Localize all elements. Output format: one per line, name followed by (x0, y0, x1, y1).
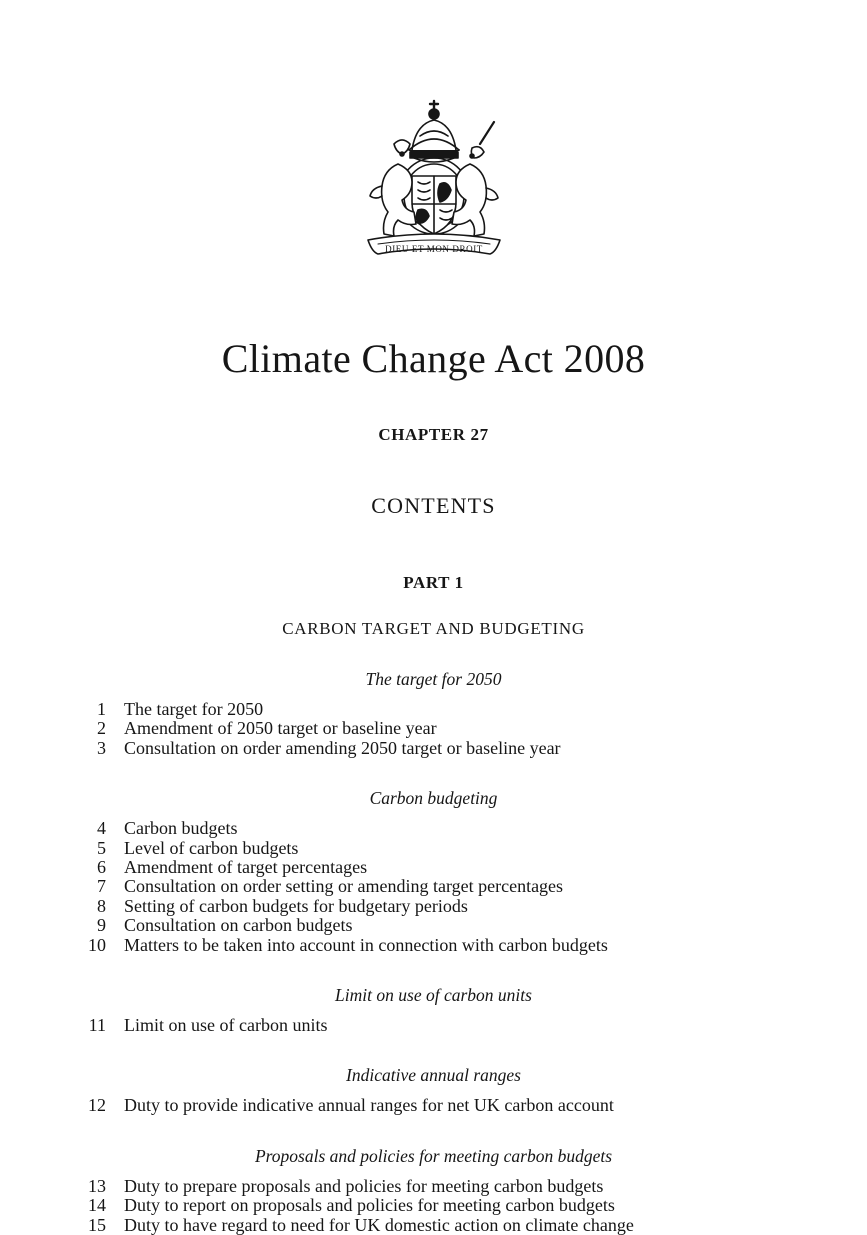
entry-number: 13 (88, 1175, 106, 1196)
entry-title: Consultation on order setting or amending target percentages (124, 876, 564, 897)
group-heading: Carbon budgeting (369, 788, 498, 809)
entry-title: Amendment of 2050 target or baseline year (124, 718, 437, 739)
group-heading: Proposals and policies for meeting carbon budgets (254, 1145, 613, 1166)
contents-list (0, 669, 867, 1235)
contents-group (0, 1146, 867, 1235)
contents-entry[interactable] (0, 936, 867, 955)
entry-number: 4 (97, 818, 106, 839)
contents-heading: CONTENTS (371, 493, 496, 518)
part-label: PART 1 (403, 573, 464, 592)
chapter-label: CHAPTER 27 (378, 425, 489, 444)
contents-group (0, 669, 867, 758)
entry-list (0, 1096, 867, 1115)
entry-number: 2 (97, 718, 106, 739)
entry-number: 12 (88, 1095, 106, 1116)
contents-group (0, 1065, 867, 1115)
entry-title: The target for 2050 (124, 699, 264, 719)
contents-group (0, 985, 867, 1035)
entry-number: 15 (88, 1214, 106, 1235)
entry-title: Matters to be taken into account in connection with carbon budgets (124, 934, 608, 955)
entry-title: Consultation on order amending 2050 target or baseline year (124, 737, 561, 758)
entry-title: Limit on use of carbon units (124, 1015, 328, 1036)
contents-entry[interactable] (0, 858, 867, 877)
group-heading: Limit on use of carbon units (335, 985, 532, 1006)
entry-title: Consultation on carbon budgets (124, 915, 353, 936)
entry-number: 9 (97, 915, 106, 936)
entry-title: Level of carbon budgets (124, 837, 299, 858)
entry-number: 7 (97, 876, 106, 897)
entry-title: Duty to prepare proposals and policies for meeting carbon budgets (124, 1175, 604, 1196)
contents-entry[interactable] (0, 1016, 867, 1035)
entry-number: 6 (97, 857, 106, 878)
entry-list (0, 1016, 867, 1035)
contents-entry[interactable] (0, 1096, 867, 1115)
page-title: Climate Change Act 2008 (221, 336, 646, 381)
contents-entry[interactable] (0, 719, 867, 738)
entry-title: Carbon budgets (124, 818, 238, 839)
entry-number: 1 (97, 699, 106, 719)
entry-title: Setting of carbon budgets for budgetary periods (124, 895, 468, 916)
entry-list (0, 1177, 867, 1235)
contents-entry[interactable] (0, 700, 867, 719)
contents-group (0, 788, 867, 955)
entry-number: 5 (97, 837, 106, 858)
contents-entry[interactable] (0, 839, 867, 858)
contents-entry[interactable] (0, 1196, 867, 1215)
entry-list (0, 700, 867, 758)
crest-container (0, 0, 867, 277)
entry-number: 8 (97, 895, 106, 916)
part-subtitle: CARBON TARGET AND BUDGETING (282, 619, 585, 638)
contents-entry[interactable] (0, 916, 867, 935)
contents-entry[interactable] (0, 739, 867, 758)
contents-entry[interactable] (0, 1177, 867, 1196)
entry-title: Duty to provide indicative annual ranges for net UK carbon account (124, 1095, 614, 1116)
group-heading: The target for 2050 (365, 669, 502, 689)
entry-number: 11 (88, 1015, 106, 1036)
entry-list (0, 819, 867, 955)
group-heading: Indicative annual ranges (346, 1065, 521, 1086)
entry-title: Duty to have regard to need for UK domestic action on climate change (124, 1214, 634, 1235)
svg-text:DIEU ET MON DROIT: DIEU ET MON DROIT (384, 244, 483, 254)
entry-title: Duty to report on proposals and policies for meeting carbon budgets (124, 1195, 615, 1216)
entry-number: 10 (88, 934, 106, 955)
entry-number: 14 (88, 1195, 106, 1216)
royal-coat-of-arms-icon (334, 92, 534, 272)
contents-entry[interactable] (0, 877, 867, 896)
contents-entry[interactable] (0, 897, 867, 916)
contents-entry[interactable] (0, 819, 867, 838)
contents-entry[interactable] (0, 1216, 867, 1235)
entry-number: 3 (97, 737, 106, 758)
entry-title: Amendment of target percentages (124, 857, 368, 878)
